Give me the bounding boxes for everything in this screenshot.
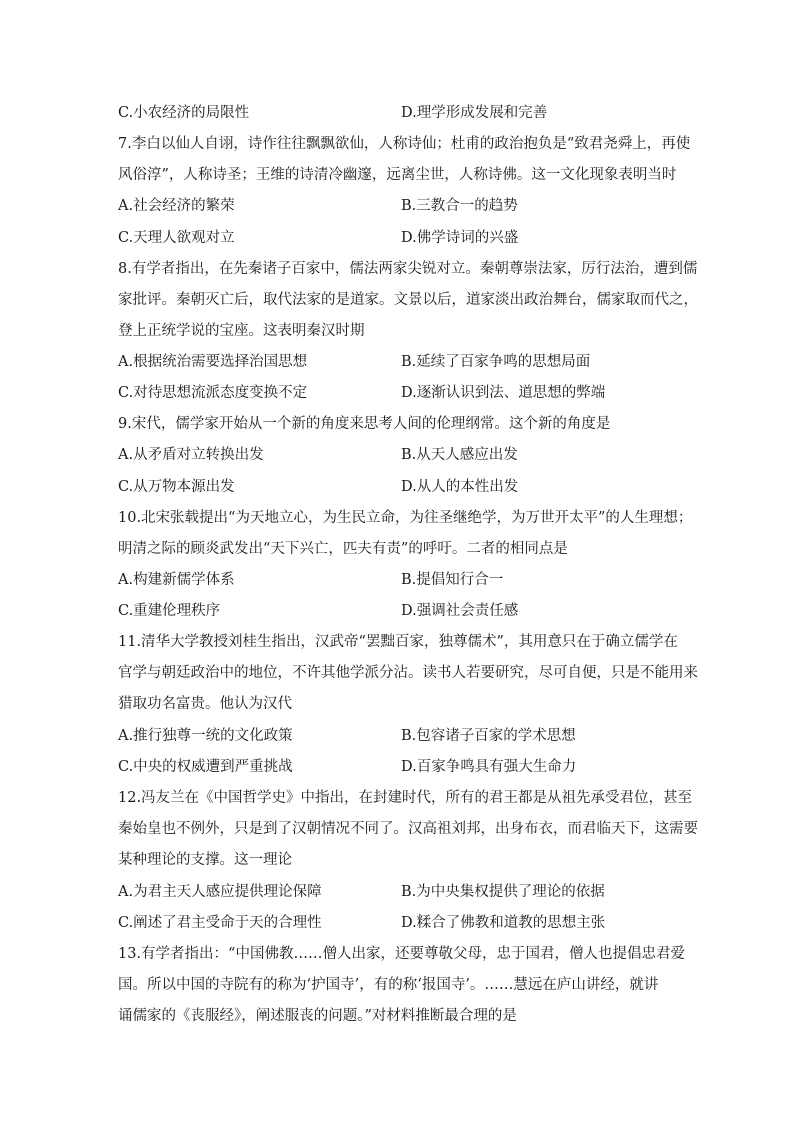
option-d: D.糅合了佛教和道教的思想主张 <box>401 915 606 931</box>
question-13-line-2: 国。所以中国的寺院有的称为‘护国寺’，有的称‘报国寺’。……慧远在庐山讲经，就讲 <box>118 977 659 993</box>
q11-options-row-1 <box>118 726 678 746</box>
q9-options-row-2 <box>118 477 678 497</box>
question-10-line-2: 明清之际的顾炎武发出“天下兴亡，匹夫有责”的呼吁。二者的相同点是 <box>118 541 568 557</box>
q8-options-row-1 <box>118 352 678 372</box>
question-8-line-1: 8.有学者指出，在先秦诸子百家中，儒法两家尖锐对立。秦朝尊崇法家，厉行法治，遭到儒 <box>118 261 698 277</box>
question-10-line-1: 10.北宋张载提出“为天地立心，为生民立命，为往圣继绝学，为万世开太平”的人生理想； <box>118 510 693 526</box>
question-12-line-2: 秦始皇也不例外，只是到了汉朝情况不同了。汉高祖刘邦，出身布衣，而君临天下，这需要 <box>118 821 698 837</box>
option-d: D.佛学诗词的兴盛 <box>401 230 519 246</box>
q10-options-row-1 <box>118 570 678 590</box>
option-c: C.重建伦理秩序 <box>118 603 221 619</box>
option-d: D.理学形成发展和完善 <box>401 105 548 121</box>
option-c: C.天理人欲观对立 <box>118 230 235 246</box>
option-b: B.为中央集权提供了理论的依据 <box>401 884 605 900</box>
option-a: A.从矛盾对立转换出发 <box>118 447 264 463</box>
option-d: D.百家争鸣具有强大生命力 <box>401 759 577 775</box>
question-8-line-3: 登上正统学说的宝座。这表明秦汉时期 <box>118 323 365 339</box>
question-9-line-1: 9.宋代，儒学家开始从一个新的角度来思考人间的伦理纲常。这个新的角度是 <box>118 416 611 432</box>
option-a: A.为君主天人感应提供理论保障 <box>118 884 322 900</box>
q8-options-row-2 <box>118 383 678 403</box>
question-11-line-3: 猎取功名富贵。他认为汉代 <box>118 696 292 712</box>
question-11-line-2: 官学与朝廷政治中的地位，不许其他学派分沾。读书人若要研究，尽可自便，只是不能用来 <box>118 665 698 681</box>
option-c: C.从万物本源出发 <box>118 479 235 495</box>
option-b: B.三教合一的趋势 <box>401 198 518 214</box>
q9-options-row-1 <box>118 445 678 465</box>
question-13-line-3: 诵儒家的《丧服经》，阐述服丧的问题。”对材料推断最合理的是 <box>118 1008 517 1024</box>
option-b: B.延续了百家争鸣的思想局面 <box>401 354 591 370</box>
option-b: B.包容诸子百家的学术思想 <box>401 728 576 744</box>
option-c: C.对待思想流派态度变换不定 <box>118 385 308 401</box>
question-7-line-1: 7.李白以仙人自诩，诗作往往飘飘欲仙，人称诗仙；杜甫的政治抱负是“致君尧舜上，再使 <box>118 136 691 152</box>
option-a: A.构建新儒学体系 <box>118 572 235 588</box>
option-a: A.社会经济的繁荣 <box>118 198 235 214</box>
question-11-line-1: 11.清华大学教授刘桂生指出，汉武帝“罢黜百家，独尊儒术”，其用意只在于确立儒学在 <box>118 634 678 650</box>
option-a: A.根据统治需要选择治国思想 <box>118 354 308 370</box>
q12-options-row-2 <box>118 913 678 933</box>
question-8-line-2: 家批评。秦朝灭亡后，取代法家的是道家。文景以后，道家淡出政治舞台，儒家取而代之， <box>118 292 698 308</box>
q10-options-row-2 <box>118 601 678 621</box>
option-b: B.提倡知行合一 <box>401 572 504 588</box>
question-12-line-3: 某种理论的支撑。这一理论 <box>118 852 292 868</box>
option-d: D.逐渐认识到法、道思想的弊端 <box>401 385 606 401</box>
option-d: D.从人的本性出发 <box>401 479 519 495</box>
option-b: B.从天人感应出发 <box>401 447 518 463</box>
option-c: C.中央的权威遭到严重挑战 <box>118 759 293 775</box>
q12-options-row-1 <box>118 882 678 902</box>
q7-options-row-1 <box>118 196 678 216</box>
q6-options-row <box>118 103 678 123</box>
question-12-line-1: 12.冯友兰在《中国哲学史》中指出，在封建时代，所有的君王都是从祖先承受君位，甚至 <box>118 790 693 806</box>
option-d: D.强调社会责任感 <box>401 603 519 619</box>
q7-options-row-2 <box>118 228 678 248</box>
q11-options-row-2 <box>118 757 678 777</box>
question-13-line-1: 13.有学者指出：“中国佛教……僧人出家，还要尊敬父母，忠于国君，僧人也提倡忠君爱 <box>118 946 685 962</box>
option-a: A.推行独尊一统的文化政策 <box>118 728 293 744</box>
option-c: C.阐述了君主受命于天的合理性 <box>118 915 322 931</box>
question-7-line-2: 风俗淳”，人称诗圣；王维的诗清冷幽邃，远离尘世，人称诗佛。这一文化现象表明当时 <box>118 167 677 183</box>
option-c: C.小农经济的局限性 <box>118 105 250 121</box>
